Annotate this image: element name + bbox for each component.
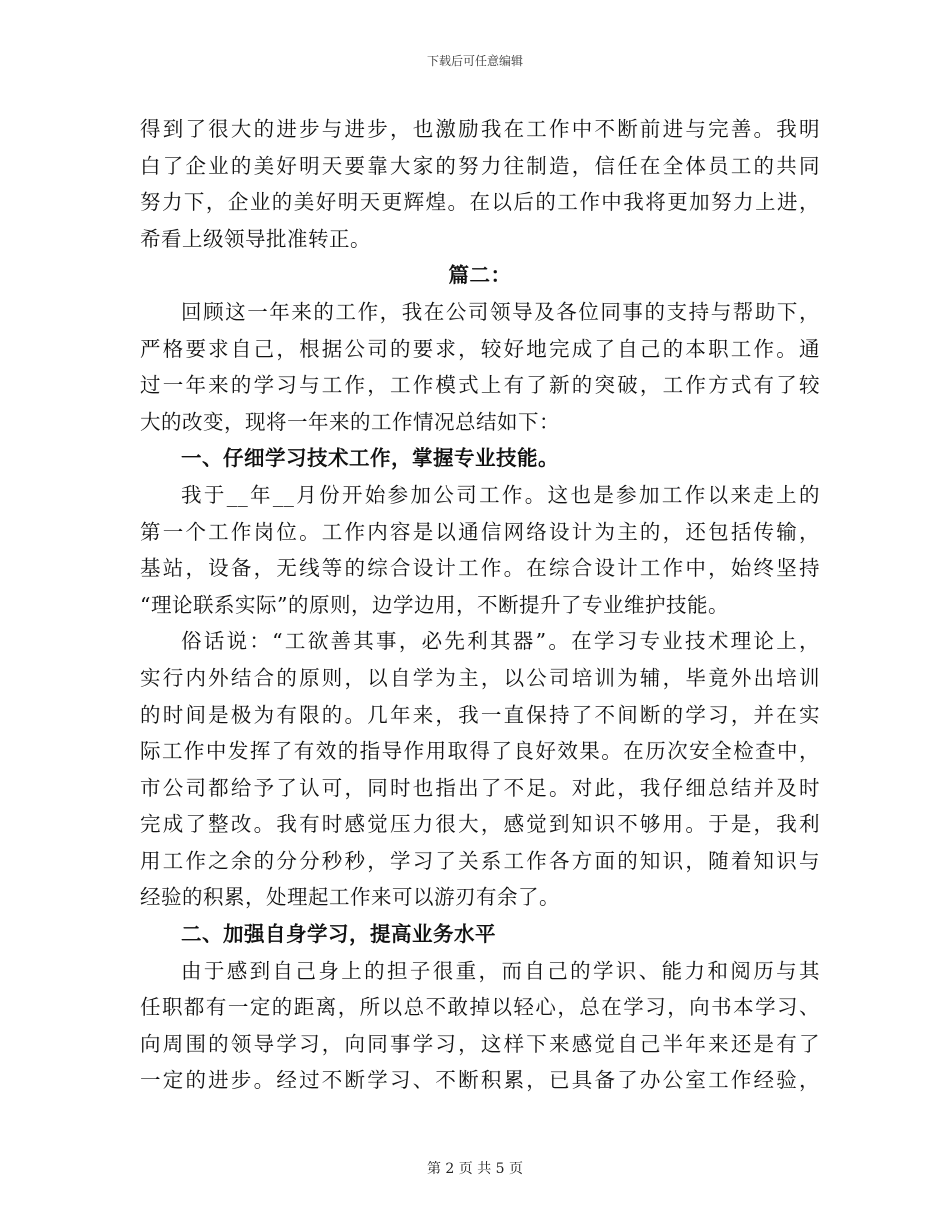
text-line: 用工作之余的分分秒秒，学习了关系工作各方面的知识，随着知识与: [140, 848, 820, 873]
text-line: 由于感到自己身上的担子很重，而自己的学识、能力和阅历与其: [181, 958, 820, 983]
page-number: 第 2 页 共 5 页: [426, 1161, 524, 1177]
text-line: 回顾这一年来的工作，我在公司领导及各位同事的支持与帮助下，: [181, 299, 820, 324]
text-line: 的时间是极为有限的。几年来，我一直保持了不间断的学习，并在实: [140, 702, 820, 727]
text-line: 大的改变，现将一年来的工作情况总结如下：: [140, 409, 560, 434]
section-heading: [140, 916, 820, 953]
text-line: 二、加强自身学习，提高业务水平: [181, 922, 496, 947]
text-line: 严格要求自己，根据公司的要求，较好地完成了自己的本职工作。通: [140, 336, 820, 361]
paragraph: [140, 623, 820, 916]
paragraph: [140, 953, 820, 1099]
section-title: [140, 257, 820, 294]
text-line: 篇二：: [448, 263, 512, 288]
text-line: 向周围的领导学习，向同事学习，这样下来感觉自己半年来还是有了: [140, 1031, 820, 1056]
text-line: 过一年来的学习与工作，工作模式上有了新的突破，工作方式有了较: [140, 373, 820, 398]
document-body: [140, 111, 820, 1099]
text-line: 得到了很大的进步与进步，也激励我在工作中不断前进与完善。我明: [140, 117, 820, 141]
text-line: 一定的进步。经过不断学习、不断积累，已具备了办公室工作经验，: [140, 1068, 820, 1093]
text-line: 际工作中发挥了有效的指导作用取得了良好效果。在历次安全检查中，: [140, 739, 820, 764]
text-line: 俗话说：“工欲善其事，必先利其器”。在学习专业技术理论上，: [181, 629, 820, 654]
text-line: “理论联系实际”的原则，边学边用，不断提升了专业维护技能。: [140, 592, 729, 617]
paragraph: [140, 477, 820, 623]
text-line: 任职都有一定的距离，所以总不敢掉以轻心，总在学习，向书本学习、: [140, 995, 820, 1020]
text-line: 基站，设备，无线等的综合设计工作。在综合设计工作中，始终坚持: [140, 556, 820, 581]
text-line: 市公司都给予了认可，同时也指出了不足。对此，我仔细总结并及时: [140, 775, 820, 800]
text-line: 实行内外结合的原则，以自学为主，以公司培训为辅，毕竟外出培训: [140, 665, 820, 690]
text-line: 经验的积累，处理起工作来可以游刃有余了。: [140, 885, 560, 910]
text-line: 第一个工作岗位。工作内容是以通信网络设计为主的，还包括传输，: [140, 519, 820, 544]
section-heading: [140, 440, 820, 477]
text-line: 我于__年__月份开始参加公司工作。这也是参加工作以来走上的: [181, 482, 820, 507]
text-line: 完成了整改。我有时感觉压力很大，感觉到知识不够用。于是，我利: [140, 812, 820, 837]
text-line: 希看上级领导批准转正。: [140, 226, 371, 251]
paragraph: [140, 111, 820, 257]
text-line: 白了企业的美好明天要靠大家的努力往制造，信任在全体员工的共同: [140, 153, 820, 178]
text-line: 一、仔细学习技术工作，掌握专业技能。: [181, 446, 559, 471]
page-header-note: 下载后可任意编辑: [426, 54, 523, 68]
text-line: 努力下，企业的美好明天更辉煌。在以后的工作中我将更加努力上进，: [140, 190, 820, 215]
paragraph: [140, 294, 820, 440]
